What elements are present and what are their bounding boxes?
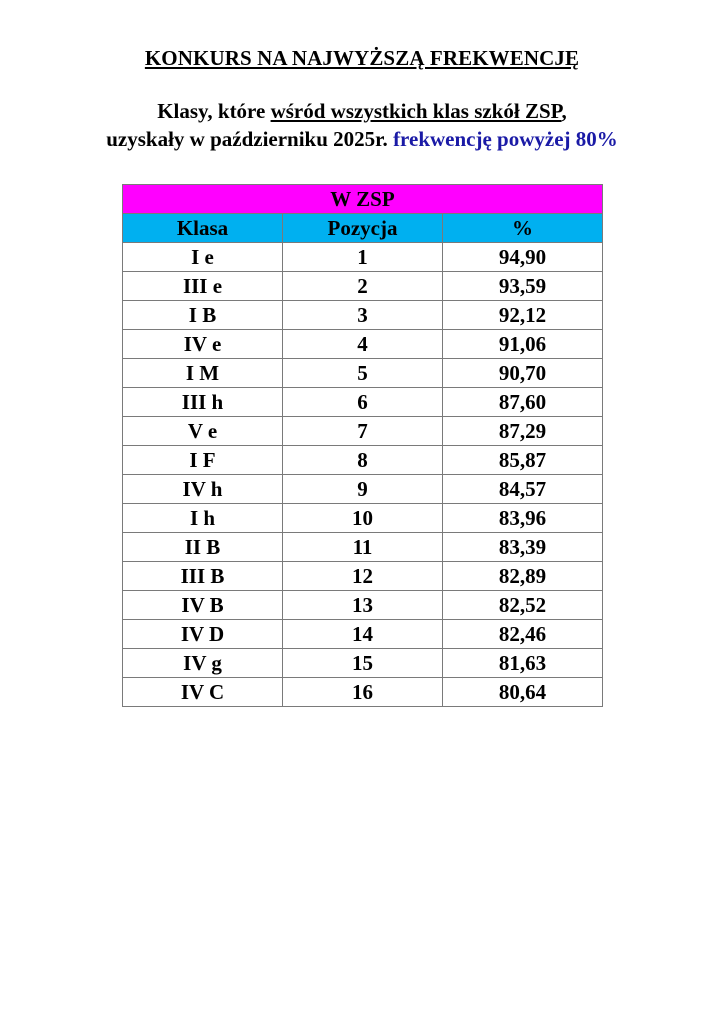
cell-pozycja: 7 [283, 417, 443, 446]
cell-percent: 94,90 [443, 243, 603, 272]
column-header-row [123, 214, 603, 243]
subtitle-text-4: uzyskały w październiku 2025r. [106, 127, 394, 151]
cell-pozycja: 10 [283, 504, 443, 533]
table-row [123, 301, 603, 330]
cell-percent: 87,29 [443, 417, 603, 446]
cell-pozycja: 14 [283, 620, 443, 649]
cell-pozycja: 5 [283, 359, 443, 388]
cell-percent: 82,46 [443, 620, 603, 649]
cell-klasa: IV g [123, 649, 283, 678]
cell-klasa: I B [123, 301, 283, 330]
cell-klasa: II B [123, 533, 283, 562]
cell-percent: 93,59 [443, 272, 603, 301]
cell-percent: 82,89 [443, 562, 603, 591]
cell-pozycja: 2 [283, 272, 443, 301]
group-header-row [123, 185, 603, 214]
table-row [123, 562, 603, 591]
cell-pozycja: 3 [283, 301, 443, 330]
table-row [123, 591, 603, 620]
column-header-klasa: Klasa [123, 214, 283, 243]
table-row [123, 446, 603, 475]
cell-percent: 91,06 [443, 330, 603, 359]
table-row [123, 620, 603, 649]
page-subtitle [0, 97, 724, 153]
table-row [123, 243, 603, 272]
column-header-pozycja: Pozycja [283, 214, 443, 243]
column-header-percent: % [443, 214, 603, 243]
table-row [123, 417, 603, 446]
cell-klasa: IV D [123, 620, 283, 649]
cell-klasa: IV B [123, 591, 283, 620]
table-body [123, 243, 603, 707]
cell-pozycja: 12 [283, 562, 443, 591]
table-row [123, 330, 603, 359]
cell-percent: 81,63 [443, 649, 603, 678]
cell-klasa: IV C [123, 678, 283, 707]
group-header: W ZSP [123, 185, 603, 214]
cell-percent: 82,52 [443, 591, 603, 620]
cell-klasa: V e [123, 417, 283, 446]
cell-pozycja: 13 [283, 591, 443, 620]
subtitle-underlined-text: wśród wszystkich klas szkół ZSP [270, 99, 562, 123]
cell-klasa: III e [123, 272, 283, 301]
cell-klasa: IV h [123, 475, 283, 504]
cell-pozycja: 6 [283, 388, 443, 417]
cell-klasa: III h [123, 388, 283, 417]
cell-klasa: III B [123, 562, 283, 591]
table-row [123, 649, 603, 678]
cell-pozycja: 15 [283, 649, 443, 678]
table-row [123, 504, 603, 533]
cell-percent: 84,57 [443, 475, 603, 504]
table-row [123, 388, 603, 417]
cell-pozycja: 16 [283, 678, 443, 707]
cell-klasa: I h [123, 504, 283, 533]
cell-pozycja: 1 [283, 243, 443, 272]
results-table [122, 184, 603, 707]
cell-klasa: IV e [123, 330, 283, 359]
page-title: KONKURS NA NAJWYŻSZĄ FREKWENCJĘ [144, 46, 580, 70]
subtitle-text-3: , [561, 99, 567, 123]
table-row [123, 533, 603, 562]
table-row [123, 678, 603, 707]
subtitle-highlight-text: frekwencję powyżej 80% [393, 127, 618, 151]
cell-percent: 80,64 [443, 678, 603, 707]
table-row [123, 272, 603, 301]
cell-percent: 83,96 [443, 504, 603, 533]
cell-percent: 92,12 [443, 301, 603, 330]
subtitle-text-1: Klasy, które [157, 99, 271, 123]
cell-percent: 90,70 [443, 359, 603, 388]
cell-klasa: I F [123, 446, 283, 475]
table-row [123, 475, 603, 504]
table-row [123, 359, 603, 388]
cell-percent: 85,87 [443, 446, 603, 475]
cell-klasa: I e [123, 243, 283, 272]
cell-klasa: I M [123, 359, 283, 388]
cell-pozycja: 9 [283, 475, 443, 504]
cell-pozycja: 4 [283, 330, 443, 359]
cell-pozycja: 8 [283, 446, 443, 475]
cell-percent: 83,39 [443, 533, 603, 562]
cell-pozycja: 11 [283, 533, 443, 562]
cell-percent: 87,60 [443, 388, 603, 417]
